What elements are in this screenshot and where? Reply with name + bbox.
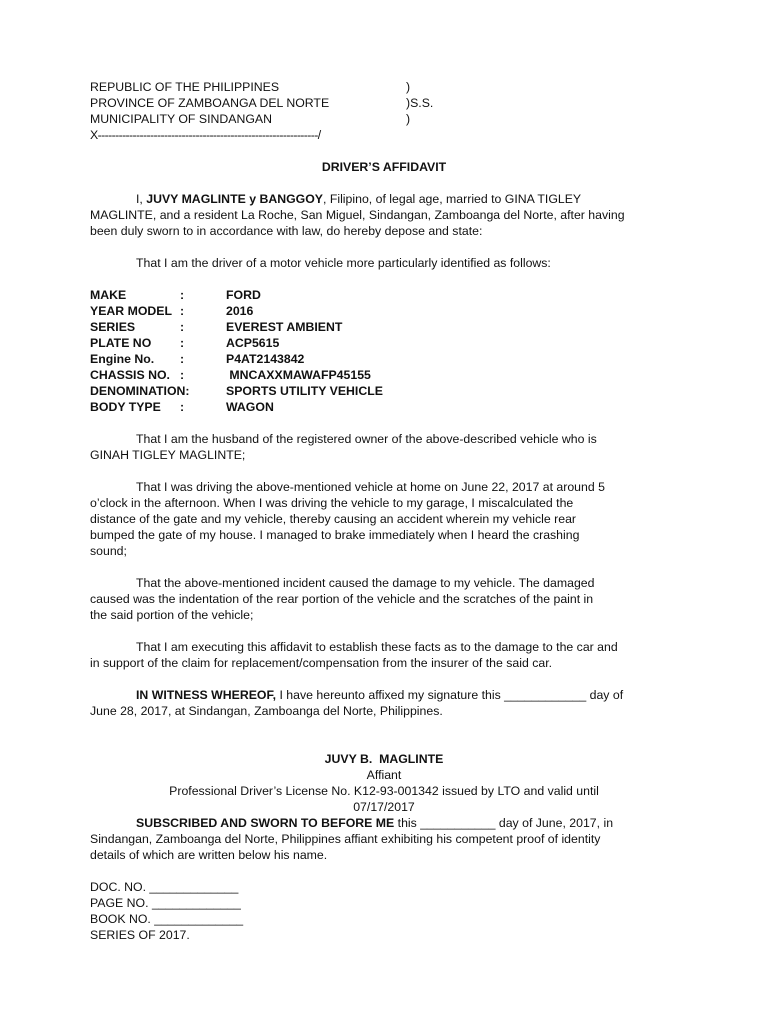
- witness-line-1: [136, 687, 623, 703]
- caption-province: PROVINCE OF ZAMBOANGA DEL NORTE: [90, 96, 330, 110]
- vehicle-label: BODY TYPE: [90, 400, 161, 414]
- page-no-field: PAGE NO. _____________: [90, 896, 241, 910]
- incident-para-line: distance of the gate and my vehicle, thereby causing an accident wherein my vehicle rear: [90, 512, 576, 526]
- vehicle-label: YEAR MODEL: [90, 304, 172, 318]
- doc-no-field: DOC. NO. _____________: [90, 880, 239, 894]
- husband-para-line: GINAH TIGLEY MAGLINTE;: [90, 448, 246, 462]
- vehicle-sep: :: [180, 336, 185, 350]
- intro-line-1: [136, 191, 581, 207]
- driver-statement: That I am the driver of a motor vehicle more particularly identified as follows:: [136, 256, 551, 270]
- series-field: SERIES OF 2017.: [90, 928, 190, 942]
- caption-separator: X---------------------------------------------------------------/: [90, 128, 321, 142]
- vehicle-label: MAKE: [90, 288, 127, 302]
- vehicle-value: 2016: [226, 304, 254, 318]
- purpose-para-line: in support of the claim for replacement/compensation from the insurer of the said car.: [90, 656, 553, 670]
- intro-prefix: I,: [136, 192, 147, 206]
- vehicle-value: P4AT2143842: [226, 352, 305, 366]
- vehicle-sep: :: [180, 400, 185, 414]
- witness-rest: I have hereunto affixed my signature this ____________ day of: [276, 688, 624, 702]
- jurat-rest: this ___________ day of June, 2017, in: [394, 816, 614, 830]
- signatory-role: Affiant: [366, 768, 402, 782]
- incident-para-line: That I was driving the above-mentioned vehicle at home on June 22, 2017 at around 5: [136, 480, 605, 494]
- caption-paren: ): [406, 80, 411, 94]
- vehicle-sep: :: [180, 368, 185, 382]
- vehicle-sep: :: [180, 288, 185, 302]
- vehicle-value: FORD: [226, 288, 261, 302]
- intro-rest: , Filipino, of legal age, married to GINA TIGLEY: [323, 192, 582, 206]
- vehicle-label: SERIES: [90, 320, 136, 334]
- jurat-line-1: [136, 815, 613, 831]
- vehicle-value: ACP5615: [226, 336, 280, 350]
- vehicle-sep: :: [180, 320, 185, 334]
- witness-line-2: June 28, 2017, at Sindangan, Zamboanga del Norte, Philippines.: [90, 704, 443, 718]
- incident-para-line: o’clock in the afternoon. When I was driving the vehicle to my garage, I miscalculated the: [90, 496, 574, 510]
- vehicle-label: PLATE NO: [90, 336, 152, 350]
- witness-heading: IN WITNESS WHEREOF,: [136, 688, 277, 702]
- vehicle-sep: :: [180, 352, 185, 366]
- jurat-line-2: Sindangan, Zamboanga del Norte, Philippines affiant exhibiting his competent proof of identity: [90, 832, 601, 846]
- vehicle-value: MNCAXXMAWAFP45155: [226, 368, 371, 382]
- intro-line-2: MAGLINTE, and a resident La Roche, San Miguel, Sindangan, Zamboanga del Norte, after having: [90, 208, 625, 222]
- license-line-2: 07/17/2017: [353, 800, 415, 814]
- damage-para-line: the said portion of the vehicle;: [90, 608, 254, 622]
- document-title: DRIVER’S AFFIDAVIT: [321, 160, 447, 174]
- damage-para-line: caused was the indentation of the rear portion of the vehicle and the scratches of the paint in: [90, 592, 594, 606]
- caption-republic: REPUBLIC OF THE PHILIPPINES: [90, 80, 280, 94]
- book-no-field: BOOK NO. _____________: [90, 912, 244, 926]
- vehicle-label: Engine No.: [90, 352, 155, 366]
- vehicle-value: SPORTS UTILITY VEHICLE: [226, 384, 383, 398]
- intro-line-3: been duly sworn to in accordance with law, do hereby depose and state:: [90, 224, 483, 238]
- caption-ss: )S.S.: [406, 96, 434, 110]
- signatory-name: JUVY B. MAGLINTE: [324, 752, 444, 766]
- vehicle-value: WAGON: [226, 400, 274, 414]
- vehicle-value: EVEREST AMBIENT: [226, 320, 343, 334]
- incident-para-line: bumped the gate of my house. I managed to brake immediately when I heard the crashing: [90, 528, 580, 542]
- affiant-name: JUVY MAGLINTE y BANGGOY: [146, 192, 323, 206]
- damage-para-line: That the above-mentioned incident caused the damage to my vehicle. The damaged: [136, 576, 595, 590]
- purpose-para-line: That I am executing this affidavit to establish these facts as to the damage to the car and: [136, 640, 618, 654]
- vehicle-label: DENOMINATION:: [90, 384, 190, 398]
- jurat-line-3: details of which are written below his name.: [90, 848, 328, 862]
- vehicle-label: CHASSIS NO.: [90, 368, 170, 382]
- vehicle-sep: :: [180, 304, 185, 318]
- license-line-1: Professional Driver’s License No. K12-93-001342 issued by LTO and valid until: [169, 784, 599, 798]
- husband-para-line: That I am the husband of the registered owner of the above-described vehicle who is: [136, 432, 597, 446]
- caption-municipality: MUNICIPALITY OF SINDANGAN: [90, 112, 272, 126]
- caption-paren: ): [406, 112, 411, 126]
- incident-para-line: sound;: [90, 544, 127, 558]
- jurat-heading: SUBSCRIBED AND SWORN TO BEFORE ME: [136, 816, 395, 830]
